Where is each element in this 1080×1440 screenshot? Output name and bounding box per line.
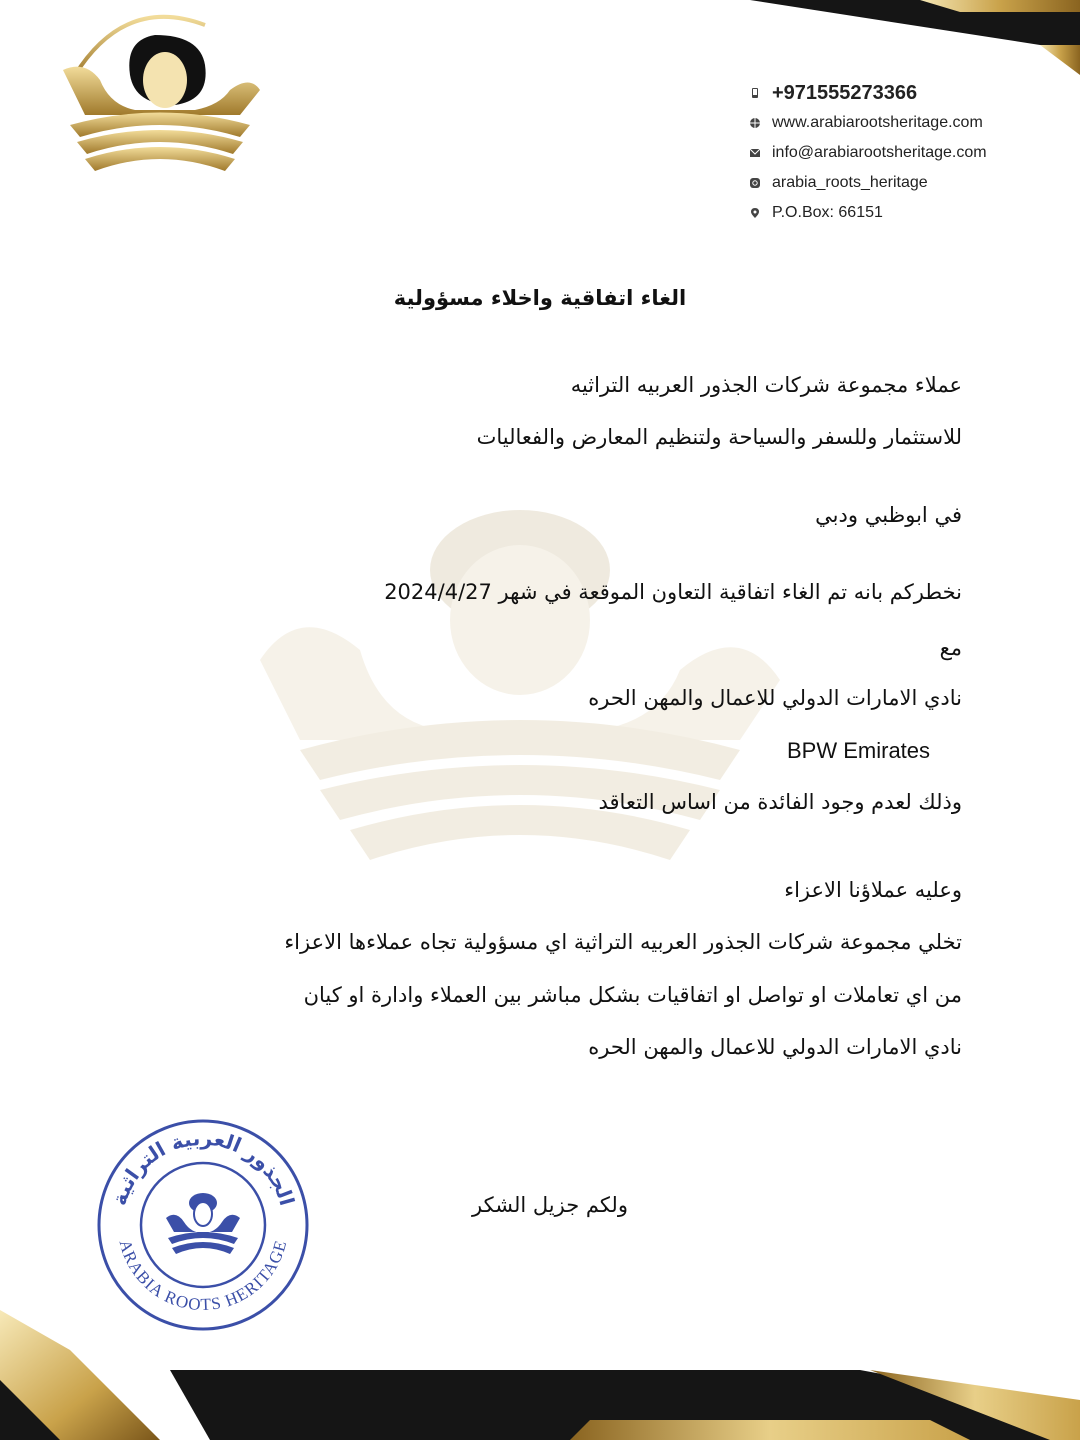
body-line-3: في ابوظبي ودبي — [815, 503, 962, 527]
body-line-5: مع — [939, 636, 962, 660]
social-handle: arabia_roots_heritage — [772, 174, 928, 191]
body-line-9: تخلي مجموعة شركات الجذور العربيه التراثية اي مسؤولية تجاه عملاءها الاعزاء — [284, 930, 962, 954]
phone-number: +971555273366 — [772, 81, 918, 104]
body-line-11: نادي الامارات الدولي للاعمال والمهن الحره — [588, 1035, 962, 1059]
contact-social — [750, 168, 1050, 198]
body-line-6: نادي الامارات الدولي للاعمال والمهن الحره — [588, 686, 962, 710]
body-line-1: عملاء مجموعة شركات الجذور العربيه التراثيه — [570, 373, 962, 397]
stamp-english-text: ARABIA ROOTS HERITAGE — [115, 1237, 291, 1315]
org-latin-name: BPW Emirates — [787, 738, 931, 763]
body-line-8: وعليه عملاؤنا الاعزاء — [784, 878, 962, 902]
location-icon — [750, 208, 760, 218]
contact-block — [750, 78, 1050, 228]
svg-text:ARABIA ROOTS HERITAGE — [116, 1238, 291, 1315]
website-text: www.arabiarootsheritage.com — [772, 114, 983, 131]
instagram-icon — [750, 178, 760, 188]
top-right-corner-decoration — [740, 0, 1080, 75]
bottom-band-decoration — [170, 1370, 1080, 1440]
mail-icon — [750, 148, 760, 158]
body-line-2: للاستثمار وللسفر والسياحة ولتنظيم المعارض والفعاليات — [476, 425, 962, 449]
stamp-arabic-text: الجذور العربية التراثية — [106, 1125, 300, 1209]
phone-icon — [750, 88, 760, 98]
pobox-text: P.O.Box: 66151 — [772, 204, 883, 221]
contact-phone — [750, 78, 1050, 108]
body-line-7: وذلك لعدم وجود الفائدة من اساس التعاقد — [598, 790, 962, 814]
body-line-10: من اي تعاملات او تواصل او اتفاقيات بشكل مباشر بين العملاء وادارة او كيان — [303, 983, 962, 1007]
globe-icon — [750, 118, 760, 128]
email-text: info@arabiarootsheritage.com — [772, 144, 987, 161]
contact-email — [750, 138, 1050, 168]
body-line-4: نخطركم بانه تم الغاء اتفاقية التعاون الموقعة في شهر 2024/4/27 — [384, 580, 962, 604]
stamp-emblem — [166, 1193, 240, 1254]
contact-pobox — [750, 198, 1050, 228]
contact-website — [750, 108, 1050, 138]
closing-text: ولكم جزيل الشكر — [472, 1193, 628, 1217]
company-logo — [55, 5, 265, 185]
letter-title: الغاء اتفاقية واخلاء مسؤولية — [393, 286, 687, 310]
company-stamp — [96, 1118, 310, 1332]
